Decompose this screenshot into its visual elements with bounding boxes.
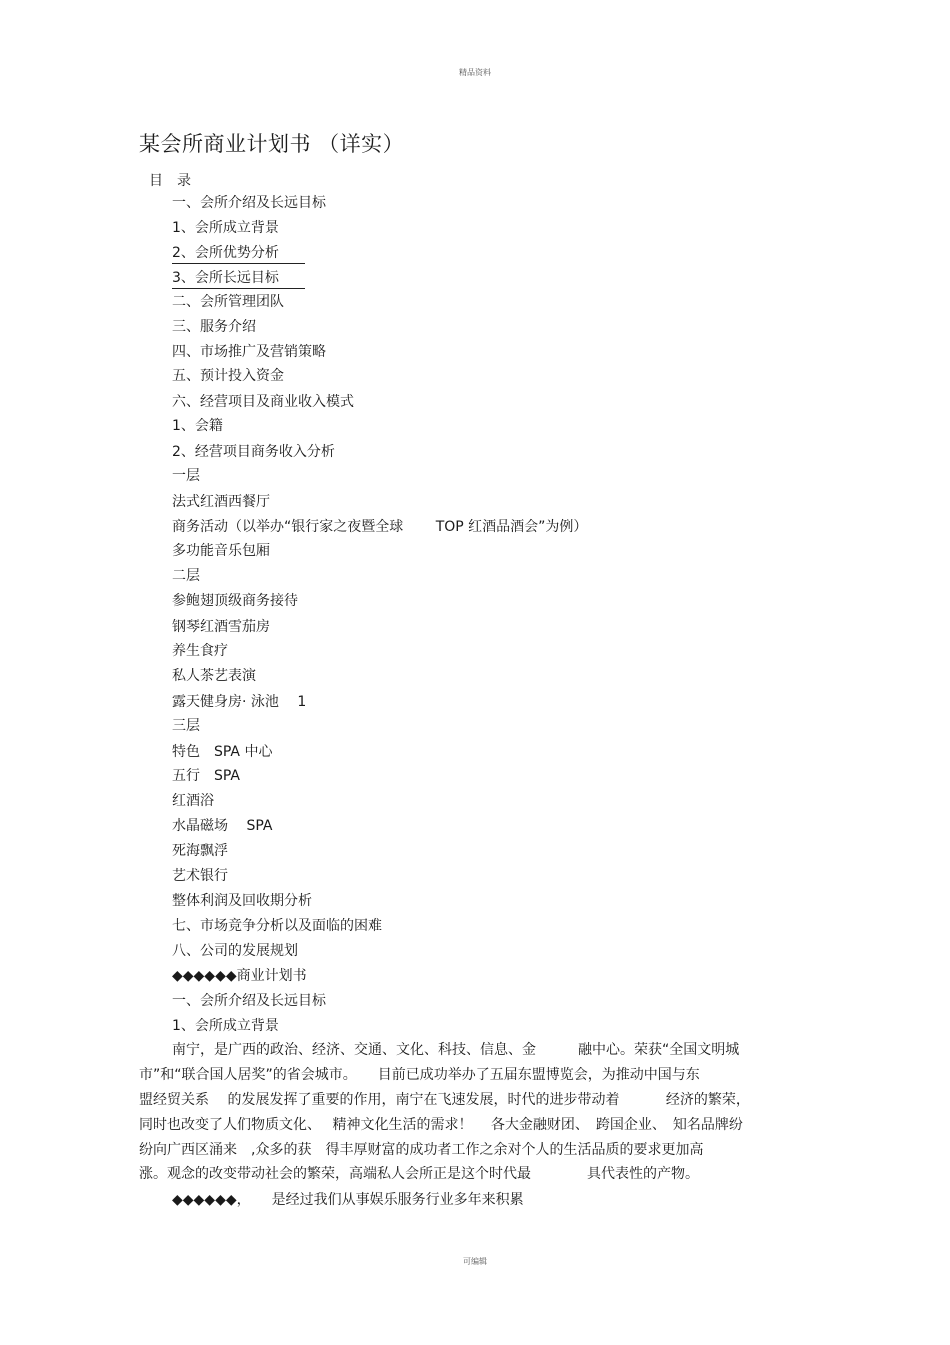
body-text-line: 市”和“联合国人居奖”的省会城市。 目前已成功举办了五届东盟博览会，为推动中国与东 (139, 1067, 700, 1083)
body-text-line: 同时也改变了人们物质文化、 精神文化生活的需求！ 各大金融财团、 跨国企业、 知名品牌纷 (139, 1117, 743, 1133)
toc-item: 3、会所长远目标 (172, 268, 305, 289)
toc-item: 三层 (172, 718, 200, 734)
toc-item: 养生食疗 (172, 643, 228, 659)
toc-item: 特色 SPA 中心 (172, 744, 273, 760)
toc-item: 钢琴红酒雪茄房 (172, 619, 270, 635)
toc-item: 一、会所介绍及长远目标 (172, 195, 326, 211)
body-text-line: 纷向广西区涌来 ,众多的获 得丰厚财富的成功者工作之余对个人的生活品质的要求更加高 (139, 1142, 704, 1158)
toc-heading: 目 录 (149, 173, 191, 189)
toc-item: 多功能音乐包厢 (172, 543, 270, 559)
toc-item: 参鲍翅顶级商务接待 (172, 593, 298, 609)
toc-item: 八、公司的发展规划 (172, 943, 298, 959)
toc-item: 死海飘浮 (172, 843, 228, 859)
toc-item: 七、市场竞争分析以及面临的困难 (172, 918, 382, 934)
page-header-note: 精品资料 (459, 68, 491, 77)
toc-item: 五行 SPA (172, 768, 241, 784)
toc-item: 私人茶艺表演 (172, 668, 256, 684)
toc-item: 1、会所成立背景 (172, 220, 279, 236)
toc-item: 一、会所介绍及长远目标 (172, 993, 326, 1009)
body-text-line: 南宁，是广西的政治、经济、交通、文化、科技、信息、金 融中心。荣获“全国文明城 (172, 1042, 740, 1058)
toc-item: 法式红酒西餐厅 (172, 494, 270, 510)
toc-item: 二层 (172, 568, 200, 584)
toc-item: 六、经营项目及商业收入模式 (172, 394, 354, 410)
toc-item: 二、会所管理团队 (172, 294, 284, 310)
toc-item: 1、会所成立背景 (172, 1018, 279, 1034)
toc-item: 商务活动（以举办“银行家之夜暨全球 TOP 红酒品酒会”为例） (172, 519, 588, 535)
toc-item: 红酒浴 (172, 793, 214, 809)
toc-item: 水晶磁场 SPA (172, 818, 273, 834)
body-text-line: ◆◆◆◆◆◆， 是经过我们从事娱乐服务行业多年来积累 (172, 1192, 524, 1208)
toc-item: 露天健身房· 泳池 1 (172, 694, 307, 710)
toc-item: 整体利润及回收期分析 (172, 893, 312, 909)
document-title: 某会所商业计划书 （详实） (139, 132, 405, 156)
toc-item: 一层 (172, 468, 200, 484)
body-text-line: 盟经贸关系 的发展发挥了重要的作用，南宁在飞速发展，时代的进步带动着 经济的繁荣， (139, 1092, 750, 1108)
page-footer-note: 可编辑 (463, 1257, 487, 1266)
toc-item: 四、市场推广及营销策略 (172, 344, 326, 360)
toc-item: ◆◆◆◆◆◆商业计划书 (172, 968, 307, 984)
toc-item: 2、经营项目商务收入分析 (172, 444, 335, 460)
toc-item: 艺术银行 (172, 868, 228, 884)
toc-item: 五、预计投入资金 (172, 368, 284, 384)
toc-item: 1、会籍 (172, 418, 223, 434)
toc-item: 三、服务介绍 (172, 319, 256, 335)
body-text-line: 涨。观念的改变带动社会的繁荣，高端私人会所正是这个时代最 具代表性的产物。 (139, 1166, 699, 1182)
toc-item: 2、会所优势分析 (172, 243, 305, 264)
